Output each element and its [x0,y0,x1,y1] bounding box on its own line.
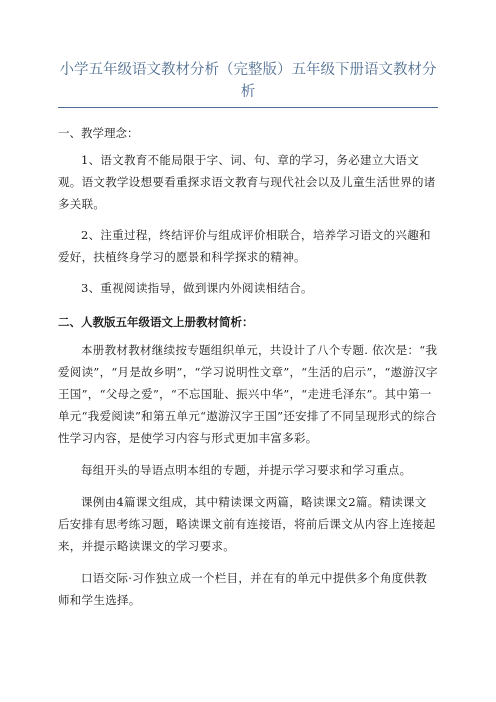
paragraph-oral-writing: 口语交际·习作独立成一个栏目，并在有的单元中提供多个角度供教师和学生选择。 [58,571,428,607]
paragraph-philosophy-2: 2、注重过程，终结评价与组成评价相联合，培养学习语文的兴趣和爱好，扶植终身学习的愿景和科学探求的精神。 [58,228,431,264]
paragraph-textbook-overview: 本册教材教材继续按专题组织单元，共设计了八个专题. 依次是：“我爱阅读”，“月是故乡明”，“学习说明性文章”，“生活的启示”，“遨游汉字王国”，“父母之爱”，“不忘国耻、振兴中华”，“走进毛泽东”。其中第一单元“我爱阅读”和第五单元“遨游汉字王国”还安排了不同呈现形式的综合性学习内容，是使学习内容与形式更加丰富多彩。 [58,343,438,445]
paragraph-unit-intro: 每组开头的导语点明本组的专题，并提示学习要求和学习重点。 [81,463,412,477]
section-heading-teaching-philosophy: 一、教学理念： [58,126,139,140]
section-heading-textbook-analysis: 二、人教版五年级语文上册教材简析： [58,315,254,329]
paragraph-lesson-structure: 课例由4篇课文组成，其中精读课文两篇，略读课文2篇。精读课文后安排有思考练习题，略读课文前有连接语，将前后课文从内容上连接起来，并提示略读课文的学习要求。 [58,495,436,553]
document-title: 小学五年级语文教材分析（完整版）五年级下册语文教材分析 [59,62,437,100]
paragraph-philosophy-3: 3、重视阅读指导，做到课内外阅读相结合。 [81,281,313,295]
paragraph-philosophy-1: 1、语文教育不能局限于字、词、句、章的学习，务必建立大语文观。语文教学设想要看重探求语文教育与现代社会以及儿童生活世界的诸多关联。 [58,153,436,211]
title-underline [58,107,438,108]
